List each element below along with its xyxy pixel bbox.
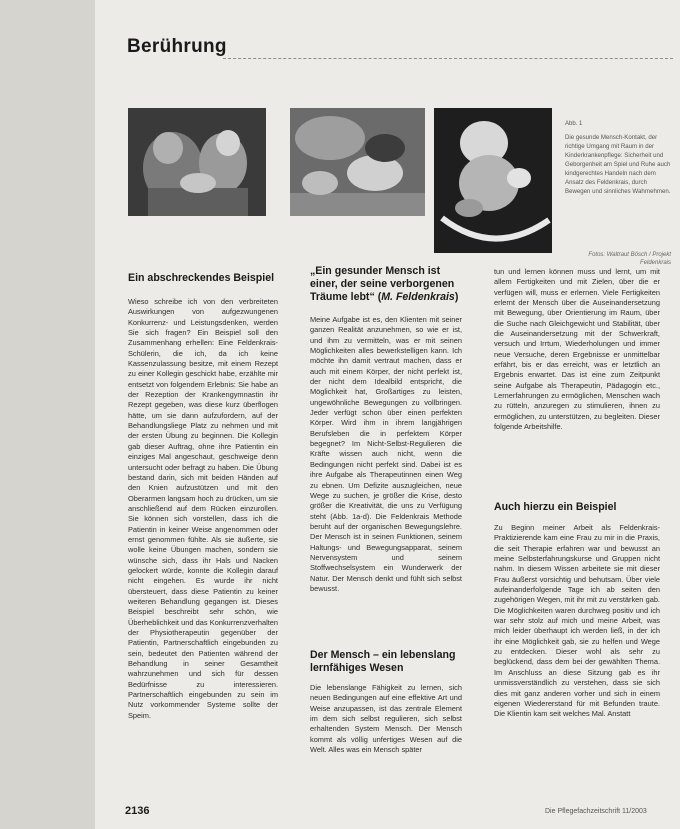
magazine-page (95, 0, 680, 829)
figure-caption-text: Die gesunde Mensch-Kontakt, der richtige Umgang mit Raum in der Kinderkrankenpflege: Sicherheit und Geborgenheit am Spiel und Ruhe auch kindgerechtes Handeln nach dem Ansatz des Feldenkrais, durch Bewegen und sinnliches Wahrnehmen. (565, 134, 671, 195)
col2-text-2: Die lebenslange Fähigkeit zu lernen, sich neuen Bedingungen auf eine effektive Art und Weise anzupassen, ist das zentrale Element im dem sich selbst regulieren, sich selbst erhaltenden System Mensch. Der Mensch kommt als völlig unfertiges Wesen auf die Welt. Alles was ein Mensch später (310, 683, 462, 755)
photo-1 (128, 108, 266, 216)
col1-text: Wieso schreibe ich von den verbreiteten Auswirkungen von aufgezwungenen Konkurrenz- und Leistungsdenken, werden Sie sich fragen? Ein Beispiel soll den Zusammenhang erhellen: Eine Feldenkrais-Schülerin, die ich, da ich keine Kassenzulassung besitze, mit einem Rezept zu einer Kollegin geschickt habe, erzählte mir entsetzt von folgendem Erlebnis: Sie habe an der Rezeption der Krankengymnastin ihr Rezept gegeben, was diese kurz überflogen hätte, um sie dann aufzufordern, auf der Behandlungsliege Platz zu nehmen und mit der ersten Übung zu beginnen. Die Kollegin gab dieser Auftrag, ohne ihre Patientin ein einziges Mal angeschaut, geschweige denn untersucht oder befragt zu haben. Die Übung bestand darin, sich mit beiden Händen auf den Knien aufzustützen und mit den Oberarmen langsam hoch zu drücken, um sie anschließend auf dem Rücken einzurollen. Sie können sich vorstellen, dass ich die Patientin in keiner Weise angenommen oder ernst genommen fühlte. Als sie äußerte, sie wolle keine Übungen machen, sondern sie wünsche sich, dass ihr Hals und Nacken gelockert würde, konnte die Kollegin darauf nicht eingehen. Es wurde ihr nicht übersteuert, dass diese Patientin zu keiner weiteren Behandlung gegangen ist. Dieses Beispiel beschreibt sehr schön, wie Überheblichkeit und das Konkurrenzverhalten der Physiotherapeutin gegenüber der Patientin, Partnerschaftlich eingebunden zu sein, bedeutet den Patienten während der Behandlung in seiner Gesamtheit wahrzunehmen und sich für dessen Bedürfnisse zu interessieren. Partnerschaftlich eingebunden zu sein im Nutz vorkommender Systeme sollte der Speim. (128, 297, 278, 720)
col1-heading: Ein abschreckendes Beispiel (128, 272, 275, 284)
column-1 (128, 272, 278, 802)
col3-text-2: Zu Beginn meiner Arbeit als Feldenkrais-Praktizierende kam eine Frau zu mir in die Praxis, die seit Therapie erfahren war und bewusst an meine Selbsterfahrungskurse und Gruppen nicht nahm. In diesem Wissen arbeitete sie mit dieser Frau äußerst vorsichtig und behutsam. Über viele aufeinanderfolgende Tage ich ab seiten den zugehörigen Wegen, mit ihr mit zu verstärken gab. Die Möglichkeiten waren durchweg positiv und ich war sehr stolz auf mich und meine Arbeit, was mich leider überhaupt ich werden ließ, in der ich ihr eine Möglichkeit gab, sie zu helfen und Wege zu entdecken. Dieser wohl als sehr zu beglückend, dass dem bei der gewählten Thema. Im Anschluss an diese Sitzung gab es ihr unmissverständlich zu verstehen, dass sie sich dies mit ganz anderen vorher und sich in einem eigenen Wiedererstand für mit Befunden traute. Die Klientin kam seit welches Mal. Anstatt (494, 523, 660, 719)
photo-credit: Fotos: Waltraut Bösch / Projekt Feldenkrais (588, 252, 671, 266)
header-divider (223, 58, 673, 59)
page-number: 2136 (125, 805, 150, 817)
photo-2 (290, 108, 425, 216)
figure-label: Abb. 1 (565, 121, 583, 127)
col2-heading: „Ein gesunder Mensch ist einer, der seine verborgenen Träume lebt“ (M. Feldenkrais) (310, 265, 459, 303)
journal-name: Die Pflegefachzeitschrift 11/2003 (545, 808, 647, 815)
col3-heading: Auch hierzu ein Beispiel (494, 501, 617, 513)
section-title: Berührung (127, 36, 227, 57)
figure-caption (565, 120, 671, 196)
column-3 (494, 267, 660, 802)
col2-heading-2: Der Mensch – ein lebenslang lernfähiges Wesen (310, 649, 456, 674)
photo-3 (434, 108, 552, 253)
col2-text: Meine Aufgabe ist es, den Klienten mit seiner ganzen Realität anzunehmen, so wie er ist, und ihm zu vermitteln, was er mit seinen Möglichkeiten alles bewerkstelligen kann. Ich möchte ihn damit vertraut machen, dass er auch mit einem Körper, der nicht perfekt ist, der nicht dem Idealbild entspricht, die Möglichkeit hat, Großartiges zu leisten, ungewöhnliche Bewegungen zu vollbringen. Jeder verfügt schon über einen perfekten Körper. Wird ihm in ihrem langjährigen Berufsleben die in perfektem Körper begegnet? Im Nicht-Selbst-Regulieren die Kräfte wissen auch nicht, wenn die Bedingungen nicht perfekt sind. Dabei ist es ihre Aufgabe als Therapeutinnen einen Weg zu ebnen. Um Defizite auszugleichen, neue Wege zu suchen, je größer die Krise, desto größer die Kreativität, die uns zu Verfügung steht (Abb. 1a-d). Die Feldenkrais Methode beruht auf der organischen Bewegungslehre. Der Mensch ist in seinen Funktionen, seinem Haltungs- und Bewegungsapparat, seinem Nervensystem und seinem Stoffwechselsystem ein Wunderwerk der Natur. Der Mensch denkt und fühlt sich selbst bewusst. (310, 315, 462, 593)
col3-text: tun und lernen können muss und lernt, um mit allem Fertigkeiten und mit Zielen, über die er verfügen will, muss er erlernen. Viele Fertigkeiten erlernt der Mensch über die Auseinandersetzung mit Bewegung, über Orientierung im Raum, über die Suche nach Gleichgewicht und Stabilität, über die Auseinandersetzung mit der Schwerkraft, versuch und Irrtum, Wiederholungen und immer neue Versuche, deren Ergebnisse er unmittelbar erfährt, bis er das erreicht, was er letztlich an Ergebnis erwartet. Das ist eine zum Zeitpunkt seine Aufgabe als Therapeutin, Pädagogin etc., Lernerfahrungen zu ermöglichen, Menschen wach zu rütteln, anzuregen zu stimulieren, ihnen zu ermöglichen, zu unterstützen, zu begleiten. Dieser folgende Arbeitshilfe. (494, 267, 660, 432)
column-2 (310, 265, 462, 802)
